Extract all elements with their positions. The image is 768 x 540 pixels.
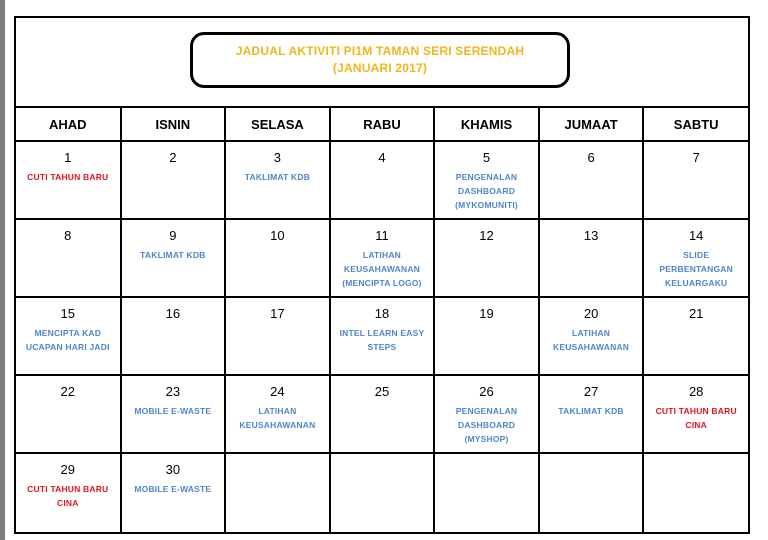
- day-number: [435, 454, 538, 462]
- day-cell: [225, 453, 330, 533]
- event-label: PENGENALAN DASHBOARD (MYSHOP): [455, 406, 518, 444]
- window-left-edge: [0, 0, 5, 540]
- day-cell: [643, 453, 748, 533]
- title-box: [190, 32, 570, 88]
- day-cell: [539, 375, 644, 453]
- day-number: 7: [692, 150, 700, 165]
- day-cell: [121, 375, 226, 453]
- day-number: 12: [479, 228, 494, 243]
- day-number: [644, 454, 748, 462]
- day-cell: [330, 219, 435, 297]
- day-cell: [330, 297, 435, 375]
- day-number: 4: [378, 150, 386, 165]
- event-label: LATIHAN KEUSAHAWANAN (MENCIPTA LOGO): [342, 250, 422, 288]
- day-number: 8: [64, 228, 72, 243]
- weekday-header-row: [16, 107, 748, 141]
- day-number: 6: [587, 150, 595, 165]
- day-number: 11: [375, 228, 389, 243]
- day-number: [331, 454, 434, 462]
- week-row: [16, 375, 748, 453]
- day-number: 20: [583, 306, 599, 321]
- calendar-sheet: [14, 16, 750, 534]
- day-cell: [434, 219, 539, 297]
- calendar-body: [16, 141, 748, 533]
- day-cell: [225, 219, 330, 297]
- day-cell: [225, 141, 330, 219]
- day-cell: [16, 297, 121, 375]
- day-cell: [121, 453, 226, 533]
- weekday-header-rabu: RABU: [330, 107, 435, 141]
- day-number: 9: [169, 228, 177, 243]
- weekday-header-khamis: KHAMIS: [434, 107, 539, 141]
- week-row: [16, 453, 748, 533]
- calendar-table: [16, 106, 748, 533]
- day-number: 1: [64, 150, 72, 165]
- day-cell: [643, 141, 748, 219]
- day-cell: [121, 297, 226, 375]
- weekday-header-isnin: ISNIN: [121, 107, 226, 141]
- event-label: CUTI TAHUN BARU CINA: [655, 406, 737, 430]
- day-number: 15: [60, 306, 76, 321]
- event-label: TAKLIMAT KDB: [244, 172, 311, 182]
- day-cell: [434, 141, 539, 219]
- day-number: 27: [583, 384, 599, 399]
- day-number: 5: [482, 150, 491, 165]
- weekday-header-sabtu: SABTU: [643, 107, 748, 141]
- event-label: PENGENALAN DASHBOARD (MYKOMUNITI): [455, 172, 518, 210]
- event-label: SLIDE PERBENTANGAN KELUARGAKU: [659, 250, 733, 288]
- day-cell: [16, 375, 121, 453]
- title-line-1: JADUAL AKTIVITI PI1M TAMAN SERI SERENDAH: [235, 44, 525, 58]
- day-cell: [330, 141, 435, 219]
- week-row: [16, 141, 748, 219]
- day-number: 24: [270, 384, 285, 399]
- day-cell: [225, 375, 330, 453]
- event-label: MOBILE E-WASTE: [134, 484, 212, 494]
- day-cell: [539, 141, 644, 219]
- day-number: 17: [270, 306, 285, 321]
- day-number: 30: [165, 462, 181, 477]
- weekday-header-jumaat: JUMAAT: [539, 107, 644, 141]
- day-number: 10: [270, 228, 285, 243]
- day-number: 23: [165, 384, 181, 399]
- day-number: 28: [688, 384, 704, 399]
- day-cell: [539, 297, 644, 375]
- day-cell: [16, 219, 121, 297]
- title-area: [16, 18, 748, 108]
- day-number: 21: [688, 306, 704, 321]
- event-label: MENCIPTA KAD UCAPAN HARI JADI: [25, 328, 110, 352]
- day-number: 13: [583, 228, 599, 243]
- day-cell: [225, 297, 330, 375]
- day-number: 14: [688, 228, 704, 243]
- day-number: 16: [165, 306, 181, 321]
- day-cell: [121, 141, 226, 219]
- event-label: LATIHAN KEUSAHAWANAN: [553, 328, 630, 352]
- event-label: MOBILE E-WASTE: [134, 406, 212, 416]
- day-cell: [643, 375, 748, 453]
- day-number: 18: [374, 306, 390, 321]
- day-cell: [434, 375, 539, 453]
- day-cell: [434, 453, 539, 533]
- day-number: 3: [273, 150, 282, 165]
- title-line-2: (JANUARI 2017): [332, 61, 428, 75]
- day-cell: [16, 453, 121, 533]
- event-label: LATIHAN KEUSAHAWANAN: [239, 406, 316, 430]
- event-label: TAKLIMAT KDB: [140, 250, 206, 260]
- day-cell: [539, 453, 644, 533]
- day-cell: [330, 453, 435, 533]
- week-row: [16, 297, 748, 375]
- week-row: [16, 219, 748, 297]
- day-cell: [16, 141, 121, 219]
- day-number: 2: [169, 150, 177, 165]
- day-number: 26: [479, 384, 494, 399]
- day-number: [226, 454, 329, 462]
- weekday-header-ahad: AHAD: [16, 107, 121, 141]
- event-label: CUTI TAHUN BARU: [27, 172, 109, 182]
- day-cell: [643, 297, 748, 375]
- day-cell: [330, 375, 435, 453]
- day-number: [540, 454, 643, 462]
- day-number: 19: [479, 306, 494, 321]
- day-cell: [539, 219, 644, 297]
- event-label: INTEL LEARN EASY STEPS: [339, 328, 425, 352]
- day-cell: [121, 219, 226, 297]
- day-number: 25: [374, 384, 390, 399]
- day-cell: [434, 297, 539, 375]
- day-number: 29: [60, 462, 76, 477]
- weekday-header-selasa: SELASA: [225, 107, 330, 141]
- day-cell: [643, 219, 748, 297]
- event-label: TAKLIMAT KDB: [558, 406, 624, 416]
- day-number: 22: [60, 384, 76, 399]
- event-label: CUTI TAHUN BARU CINA: [27, 484, 109, 508]
